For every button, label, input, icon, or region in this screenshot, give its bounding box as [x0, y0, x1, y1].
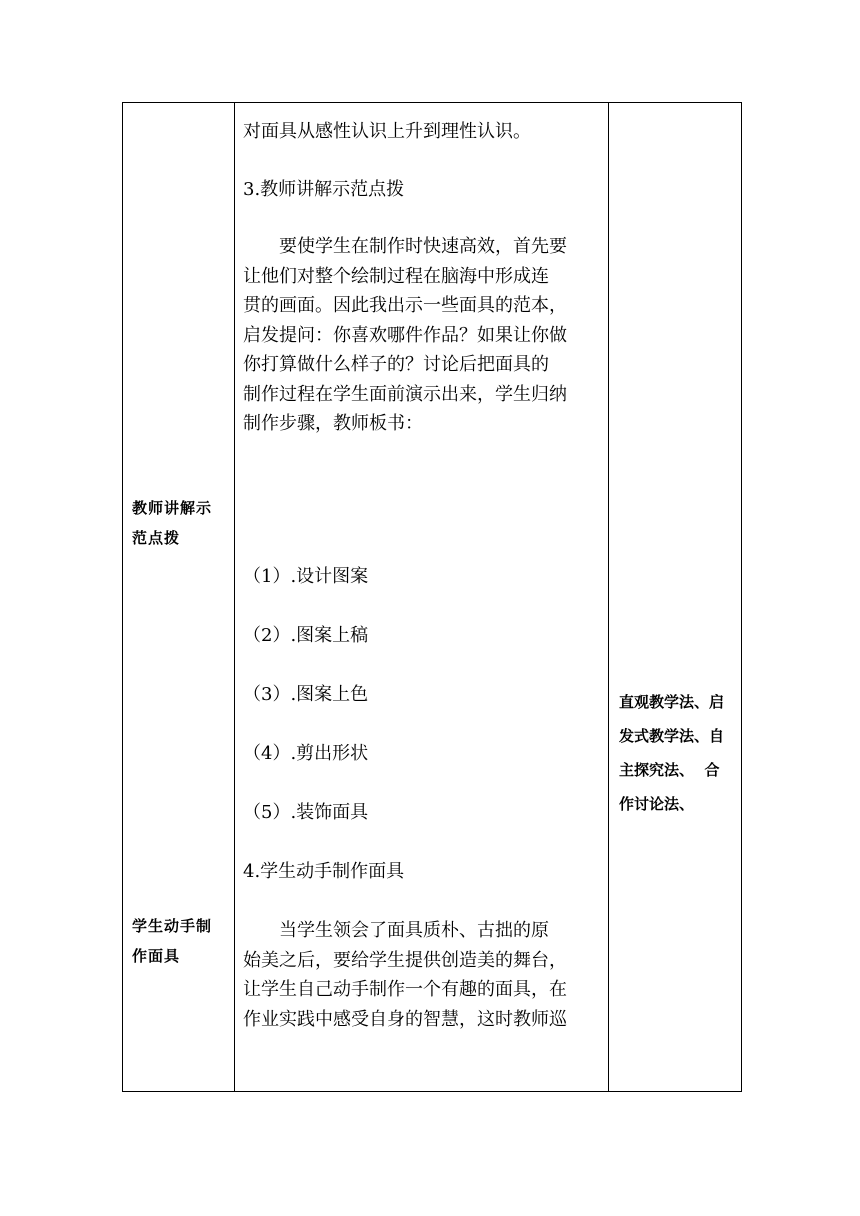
lesson-plan-table: [122, 102, 742, 1092]
step-3: [243, 680, 605, 710]
label-line: 作面具: [132, 947, 181, 965]
text-line: 制作步骤，教师板书：: [243, 413, 423, 434]
method-line: 作讨论法、: [619, 795, 695, 813]
method-line: 主探究法、 合: [619, 761, 720, 779]
text-line: 作业实践中感受自身的智慧，这时教师巡: [243, 1008, 567, 1030]
column-divider: [234, 103, 235, 1091]
label-line: 范点拨: [132, 529, 181, 547]
step-item: （3）.图案上色: [243, 684, 369, 705]
teaching-methods: [619, 685, 739, 821]
step-item: （4）.剪出形状: [243, 743, 369, 764]
method-line: 发式教学法、自: [619, 727, 725, 745]
text-line: 对面具从感性认识上升到理性认识。: [243, 121, 531, 142]
text-line: 制作过程在学生面前演示出来，学生归纳: [243, 383, 567, 405]
content-continuation: [243, 117, 605, 147]
text-line: 贯的画面。因此我出示一些面具的范本，: [243, 295, 567, 316]
label-line: 学生动手制: [132, 917, 213, 935]
heading-3: [243, 175, 605, 205]
section-heading: 4.学生动手制作面具: [243, 861, 405, 882]
text-line: 让学生自己动手制作一个有趣的面具，在: [243, 979, 567, 1000]
text-line: 你打算做什么样子的？讨论后把面具的: [243, 354, 549, 375]
step-4: [243, 739, 605, 769]
column-divider: [608, 103, 609, 1091]
section-heading: 3.教师讲解示范点拨: [243, 179, 405, 200]
method-line: 直观教学法、启: [619, 693, 725, 711]
text-line: 让他们对整个绘制过程在脑海中形成连: [243, 265, 549, 287]
step-item: （5）.装饰面具: [243, 802, 369, 823]
text-line: 当学生领会了面具质朴、古拙的原: [279, 920, 549, 941]
paragraph-4: [243, 916, 605, 1034]
step-item: （2）.图案上稿: [243, 625, 369, 646]
section-label-student-making: [132, 911, 228, 971]
paragraph-3: [243, 232, 605, 439]
heading-4: [243, 857, 605, 887]
text-line: 始美之后，要给学生提供创造美的舞台，: [243, 949, 567, 971]
text-line: 启发提问：你喜欢哪件作品？如果让你做: [243, 324, 567, 346]
label-line: 教师讲解示: [132, 499, 213, 517]
step-2: [243, 621, 605, 651]
step-5: [243, 798, 605, 828]
step-item: （1）.设计图案: [243, 566, 369, 587]
step-1: [243, 562, 605, 592]
text-line: 要使学生在制作时快速高效，首先要: [279, 236, 567, 257]
section-label-demonstration: [132, 493, 228, 553]
